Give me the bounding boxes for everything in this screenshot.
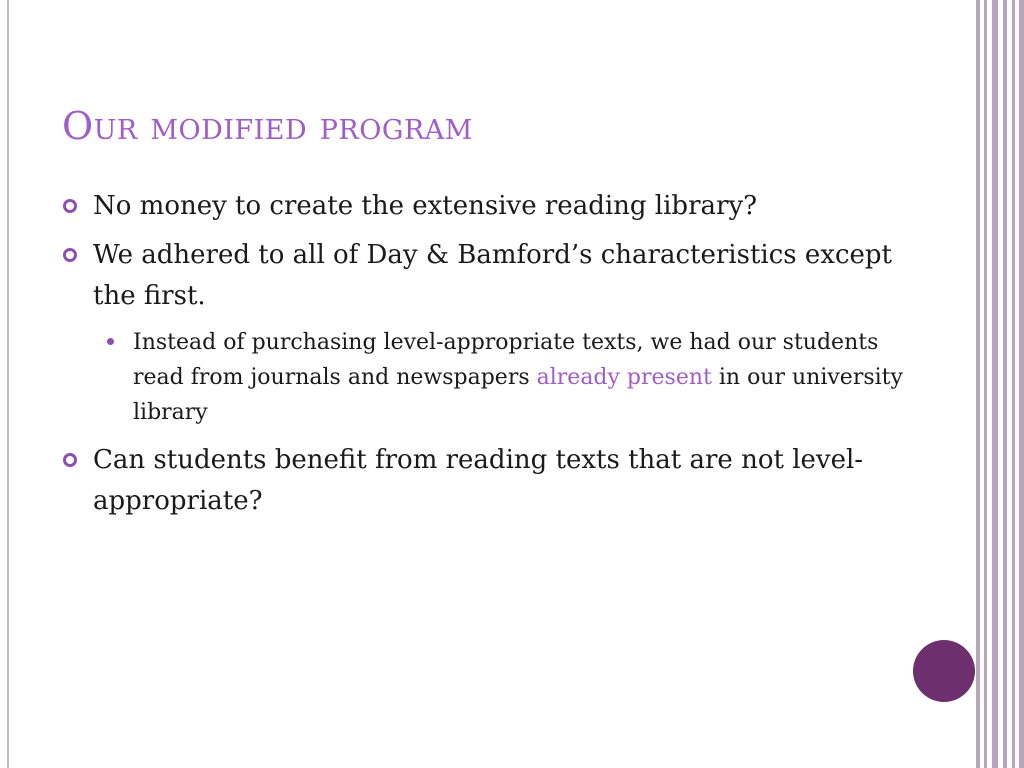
left-border-line [7,0,9,768]
slide-title: Our modified program [62,104,473,148]
bullet-text: No money to create the extensive reading library? [93,191,758,221]
right-stripe [992,0,998,768]
sub-bullet-text-after: in our university library [133,365,903,425]
corner-circle-decoration [913,640,975,702]
filled-dot-bullet-icon [107,338,114,345]
bullet-text: Can students benefit from reading texts that are not level-appropriate? [93,445,864,516]
sub-bullet-item [93,325,922,430]
hollow-circle-bullet-icon [63,248,77,262]
bullet-item [62,235,922,317]
right-stripe [1003,0,1007,768]
sub-bullet-text-before: Instead of purchasing level-appropriate texts, we had our students read from journals and newspapers [133,330,879,390]
right-stripe [976,0,980,768]
bullet-item [62,186,922,227]
hollow-circle-bullet-icon [63,453,77,467]
bullet-text: We adhered to all of Day & Bamford’s characteristics except the first. [93,240,892,311]
sub-bullet-list [93,325,922,430]
right-stripe [1012,0,1015,768]
sub-bullet-highlight: already present [536,365,712,390]
right-stripe [1019,0,1024,768]
slide-body [62,186,922,530]
bullet-item [62,440,922,522]
hollow-circle-bullet-icon [63,199,77,213]
right-stripe [984,0,987,768]
